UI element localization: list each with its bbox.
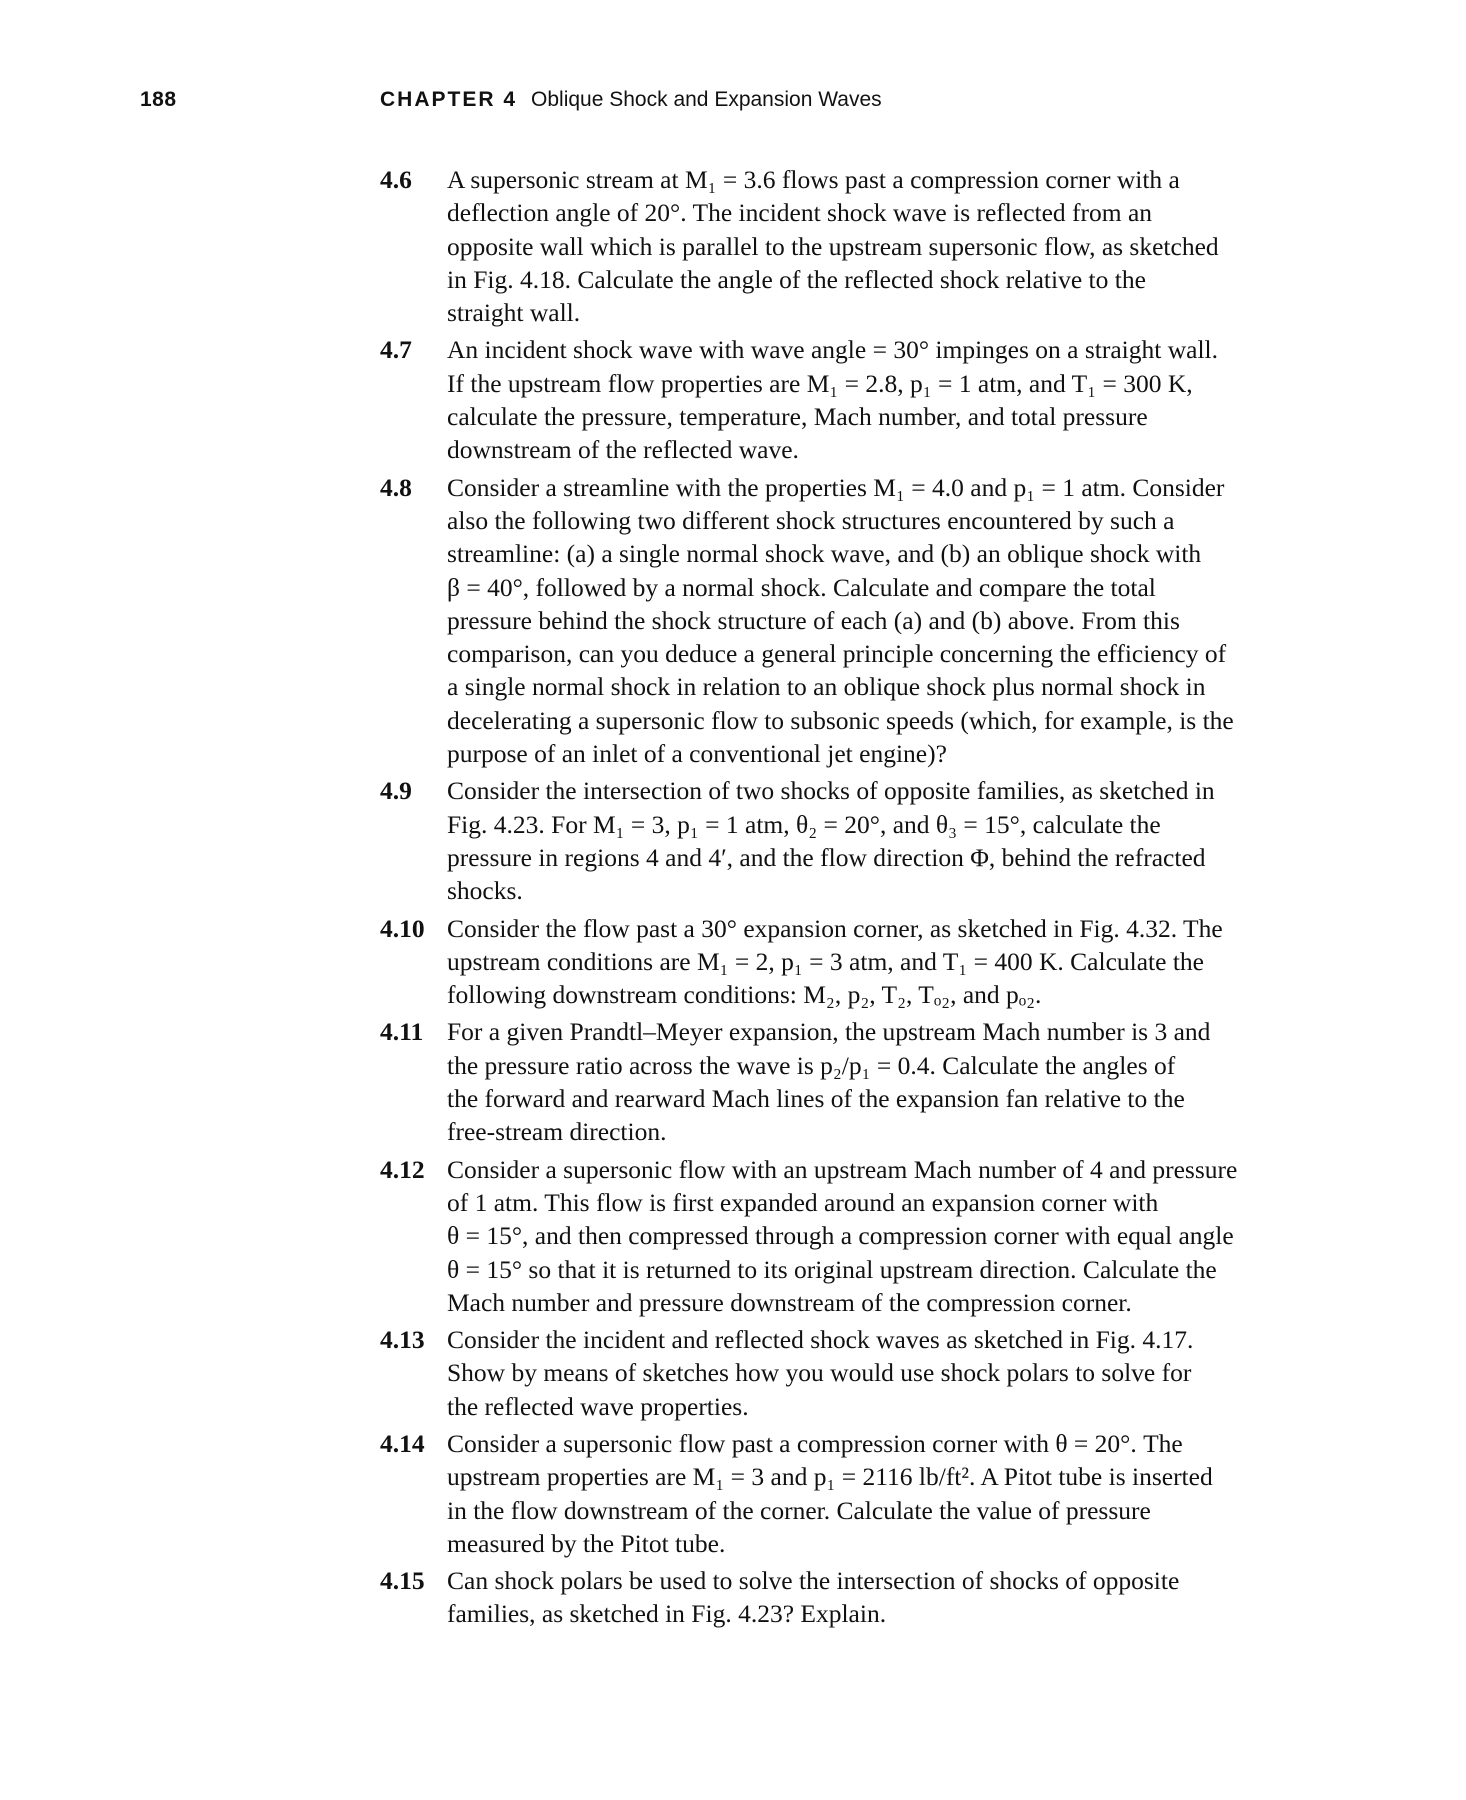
problem-item (380, 912, 1310, 1012)
text-line: upstream conditions are M₁ = 2, p₁ = 3 atm, and T₁ = 400 K. Calculate the (447, 946, 1204, 976)
text-line: An incident shock wave with wave angle = 30° impinges on a straight wall. (447, 335, 1218, 365)
problem-text (447, 1153, 1310, 1319)
text-line: comparison, can you deduce a general principle concerning the efficiency of (447, 639, 1227, 669)
problem-text (447, 333, 1310, 466)
problem-text (447, 1323, 1310, 1423)
text-line: Fig. 4.23. For M₁ = 3, p₁ = 1 atm, θ₂ = 20°, and θ₃ = 15°, calculate the (447, 809, 1161, 839)
problem-number: 4.12 (380, 1154, 425, 1184)
problem-number: 4.6 (380, 165, 412, 194)
text-line: in the flow downstream of the corner. Calculate the value of pressure (447, 1495, 1151, 1525)
problem-item (380, 1015, 1310, 1148)
text-line: purpose of an inlet of a conventional jet engine)? (447, 739, 947, 769)
text-line: A supersonic stream at M₁ = 3.6 flows past a compression corner with a (447, 165, 1180, 194)
problem-item (380, 471, 1310, 771)
problem-text (447, 774, 1310, 907)
text-line: θ = 15°, and then compressed through a compression corner with equal angle (447, 1221, 1234, 1251)
text-line: in Fig. 4.18. Calculate the angle of the reflected shock relative to the (447, 264, 1146, 294)
chapter-label: CHAPTER 4 (380, 88, 518, 111)
problem-text (447, 1564, 1310, 1631)
text-line: pressure behind the shock structure of each (a) and (b) above. From this (447, 605, 1180, 635)
text-line: also the following two different shock structures encountered by such a (447, 505, 1175, 535)
problem-item (380, 163, 1310, 329)
chapter-title: Oblique Shock and Expansion Waves (531, 88, 882, 111)
text-line: Consider a supersonic flow past a compression corner with θ = 20°. The (447, 1428, 1183, 1458)
running-header (380, 88, 882, 112)
text-line: Consider a streamline with the properties M₁ = 4.0 and p₁ = 1 atm. Consider (447, 472, 1225, 502)
problem-number: 4.7 (380, 335, 412, 365)
text-line: the reflected wave properties. (447, 1391, 749, 1421)
text-line: decelerating a supersonic flow to subsonic speeds (which, for example, is the (447, 705, 1234, 735)
problem-text (447, 1427, 1310, 1560)
problem-item (380, 1153, 1310, 1319)
text-line: Consider the incident and reflected shock waves as sketched in Fig. 4.17. (447, 1325, 1194, 1355)
text-line: For a given Prandtl–Meyer expansion, the upstream Mach number is 3 and (447, 1017, 1211, 1047)
text-line: Consider the intersection of two shocks of opposite families, as sketched in (447, 776, 1215, 806)
problem-text (447, 163, 1310, 329)
text-line: pressure in regions 4 and 4′, and the flow direction Φ, behind the refracted (447, 842, 1206, 872)
problem-number: 4.13 (380, 1325, 425, 1355)
problem-number: 4.9 (380, 776, 412, 806)
text-line: the forward and rearward Mach lines of the expansion fan relative to the (447, 1084, 1185, 1114)
problem-list (380, 163, 1310, 1635)
text-line: following downstream conditions: M₂, p₂, T₂, Tₒ₂, and pₒ₂. (447, 980, 1042, 1010)
text-line: Mach number and pressure downstream of the compression corner. (447, 1287, 1132, 1317)
problem-item (380, 333, 1310, 466)
problem-item (380, 1323, 1310, 1423)
text-line: streamline: (a) a single normal shock wave, and (b) an oblique shock with (447, 539, 1202, 569)
text-line: downstream of the reflected wave. (447, 435, 799, 465)
problem-number: 4.10 (380, 913, 425, 943)
problem-number: 4.14 (380, 1428, 425, 1458)
text-line: Can shock polars be used to solve the intersection of shocks of opposite (447, 1566, 1180, 1596)
text-line: deflection angle of 20°. The incident shock wave is reflected from an (447, 198, 1153, 228)
page-number: 188 (140, 88, 177, 111)
problem-item (380, 1427, 1310, 1560)
text-line: measured by the Pitot tube. (447, 1528, 726, 1558)
problem-text (447, 1015, 1310, 1148)
text-line: Show by means of sketches how you would use shock polars to solve for (447, 1358, 1192, 1388)
problem-item (380, 774, 1310, 907)
problem-number: 4.15 (380, 1566, 425, 1596)
problem-item (380, 1564, 1310, 1631)
text-line: of 1 atm. This flow is first expanded around an expansion corner with (447, 1187, 1159, 1217)
problem-number: 4.8 (380, 472, 412, 502)
text-line: Consider the flow past a 30° expansion corner, as sketched in Fig. 4.32. The (447, 913, 1223, 943)
text-line: free-stream direction. (447, 1117, 667, 1147)
text-line: the pressure ratio across the wave is p₂/p₁ = 0.4. Calculate the angles of (447, 1050, 1176, 1080)
text-line: If the upstream flow properties are M₁ = 2.8, p₁ = 1 atm, and T₁ = 300 K, (447, 368, 1193, 398)
text-line: calculate the pressure, temperature, Mach number, and total pressure (447, 402, 1148, 432)
text-line: β = 40°, followed by a normal shock. Calculate and compare the total (447, 572, 1156, 602)
text-line: families, as sketched in Fig. 4.23? Explain. (447, 1599, 887, 1629)
text-line: upstream properties are M₁ = 3 and p₁ = 2116 lb/ft². A Pitot tube is inserted (447, 1462, 1213, 1492)
problem-text (447, 912, 1310, 1012)
text-line: straight wall. (447, 298, 581, 328)
text-line: θ = 15° so that it is returned to its original upstream direction. Calculate the (447, 1254, 1217, 1284)
problem-text (447, 471, 1310, 771)
text-line: Consider a supersonic flow with an upstream Mach number of 4 and pressure (447, 1154, 1238, 1184)
text-line: shocks. (447, 876, 523, 906)
text-line: a single normal shock in relation to an oblique shock plus normal shock in (447, 672, 1206, 702)
text-line: opposite wall which is parallel to the upstream supersonic flow, as sketched (447, 231, 1219, 261)
problem-number: 4.11 (380, 1017, 424, 1047)
